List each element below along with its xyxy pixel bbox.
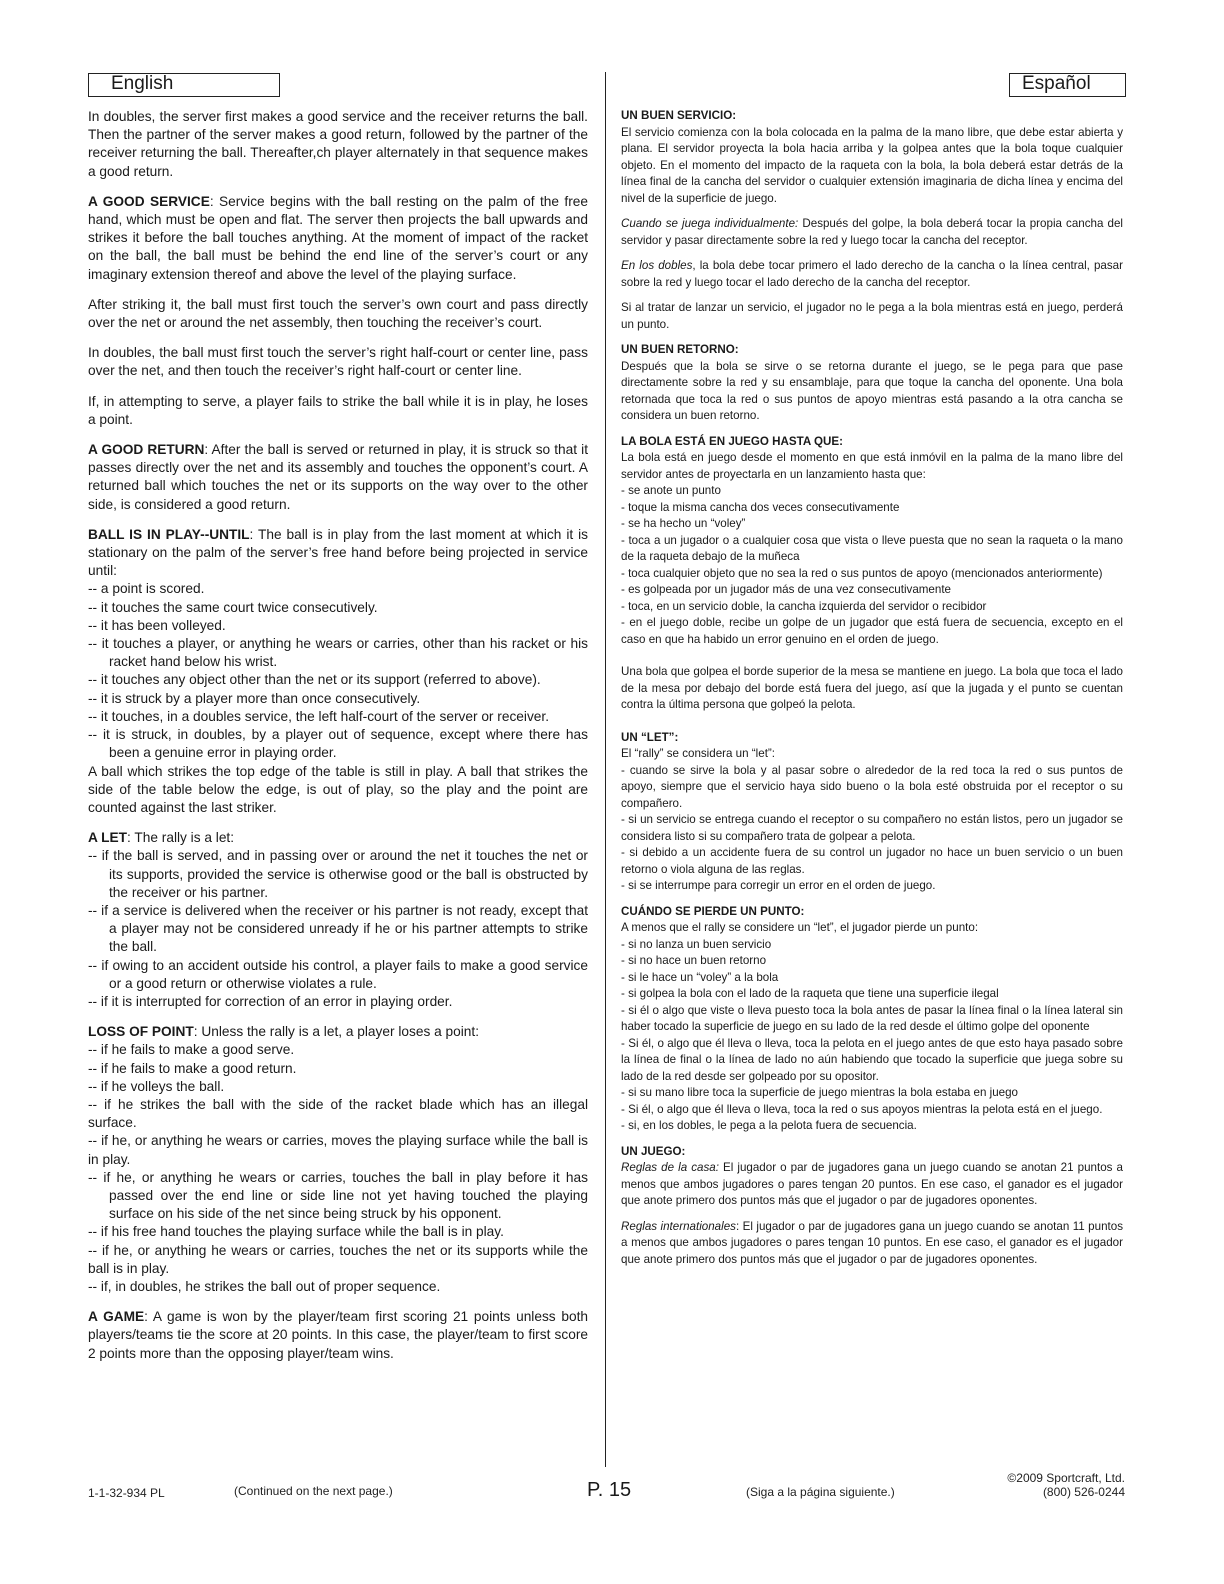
- list-item: -- if a service is delivered when the receiver or his partner is not ready, except that a player may not be considered unready if he or his partner attempts to strike the ball.: [88, 902, 588, 955]
- list-item: - Si él, o algo que él lleva o lleva, toca la red o sus apoyos mientras la pelota está en el juego.: [621, 1102, 1103, 1116]
- let-es-section: [621, 730, 1123, 895]
- ball-in-play-heading: BALL IS IN PLAY--UNTIL: [88, 526, 250, 542]
- english-column: [88, 108, 588, 1375]
- reglas-casa-paragraph: [621, 1160, 1123, 1210]
- list-item: -- if, in doubles, he strikes the ball out of proper sequence.: [88, 1278, 441, 1294]
- buen-retorno-heading: UN BUEN RETORNO:: [621, 343, 739, 356]
- list-item: -- if he, or anything he wears or carries, touches the ball in play before it has passed over the end line or side line not yet having touched the playing surface on his side of the net since being struck by his opponent.: [88, 1169, 588, 1222]
- list-item: - toque la misma cancha dos veces consecutivamente: [621, 500, 900, 514]
- dobles-paragraph: [621, 258, 1123, 291]
- game-paragraph: [88, 1308, 588, 1363]
- ball-in-play-section: [88, 526, 588, 817]
- en-juego-after: Una bola que golpea el borde superior de la mesa se mantiene en juego. La bola que toca el lado de la mesa por debajo del borde está fuera del juego, así que la jugada y el punto se cuentan contra la última persona que golpeó la pelota.: [621, 665, 1123, 711]
- list-item: - se anote un punto: [621, 484, 721, 497]
- pierde-list: [621, 937, 1123, 1135]
- individual-label: Cuando se juega individualmente:: [621, 217, 799, 230]
- phone-number: (800) 526-0244: [1042, 1485, 1125, 1499]
- let-es-intro: El “rally” se considera un “let”:: [621, 747, 775, 760]
- perdera-paragraph: Si al tratar de lanzar un servicio, el jugador no le pega a la bola mientras está en juego, perderá un punto.: [621, 301, 1123, 331]
- dobles-text: , la bola debe tocar primero el lado derecho de la cancha o la línea central, pasar sobre la red y luego tocar el lado derecho de la cancha del receptor.: [621, 259, 1123, 289]
- spanish-label: Español: [1009, 73, 1126, 97]
- list-item: - si no hace un buen retorno: [621, 954, 767, 967]
- let-section: [88, 829, 588, 1011]
- page-number: P. 15: [587, 1479, 632, 1501]
- list-item: -- it touches a player, or anything he wears or carries, other than his racket or his racket hand below his wrist.: [88, 636, 588, 670]
- part-number: 1-1-32-934 PL: [88, 1486, 165, 1500]
- good-return-heading: A GOOD RETURN: [88, 442, 205, 458]
- let-intro: [88, 829, 588, 847]
- buen-servicio-section: [621, 108, 1123, 333]
- loss-intro: [88, 1023, 588, 1041]
- list-item: -- if owing to an accident outside his control, a player fails to make a good service or a good return or otherwise violates a rule.: [88, 957, 588, 991]
- en-juego-intro: La bola está en juego desde el momento en que está inmóvil en la palma de la mano libre del servidor antes de proyectarla en un lanzamiento hasta que:: [621, 451, 1123, 481]
- ball-in-play-intro: [88, 526, 588, 581]
- let-heading: A LET: [88, 830, 128, 846]
- game-heading: A GAME: [88, 1309, 145, 1325]
- en-juego-list: [621, 483, 1123, 648]
- juego-section: [621, 1144, 1123, 1269]
- list-item: -- if he fails to make a good serve.: [88, 1042, 295, 1058]
- individual-paragraph: [621, 216, 1123, 249]
- good-service-paragraph-4: If, in attempting to serve, a player fails to strike the ball while it is in play, he loses a point.: [88, 393, 588, 427]
- good-service-paragraph-3: In doubles, the ball must first touch the server’s right half-court or center line, pass over the net, and then touch the receiver’s right half-court or center line.: [88, 345, 588, 379]
- english-label: English: [88, 73, 280, 97]
- game-text: : A game is won by the player/team first scoring 21 points unless both players/teams tie the score at 20 points. In this case, the player/team to first score 2 points more than the opposing player/team wins.: [88, 1309, 588, 1361]
- buen-retorno-section: [621, 342, 1123, 425]
- reglas-internacionales-label: Reglas internationales: [621, 1219, 736, 1233]
- juego-heading: UN JUEGO:: [621, 1144, 686, 1158]
- buen-retorno-paragraph: Después que la bola se sirve o se retorna durante el juego, se le pega para que pase directamente sobre la red y su ensamblaje, para que toque la cancha del oponente. Una bola retornada que toca la red o sus puntos de apoyo mientras está pasando a la otra cancha se considera un buen retorno.: [621, 359, 1123, 422]
- list-item: -- if he, or anything he wears or carries, touches the net or its supports while the ball is in play.: [88, 1242, 588, 1276]
- en-juego-heading: LA BOLA ESTÁ EN JUEGO HASTA QUE:: [621, 434, 844, 448]
- list-item: -- it is struck by a player more than once consecutively.: [88, 690, 421, 706]
- list-item: -- if it is interrupted for correction of an error in playing order.: [88, 993, 453, 1009]
- list-item: -- if he strikes the ball with the side of the racket blade which has an illegal surface.: [88, 1096, 588, 1131]
- list-item: - si se interrumpe para corregir un error en el orden de juego.: [621, 879, 936, 892]
- list-item: -- if he, or anything he wears or carries, moves the playing surface while the ball is in play.: [88, 1133, 588, 1167]
- individual-text: Después del golpe, la bola deberá tocar la propia cancha del servidor y pasar directamente sobre la red y luego tocar la cancha del receptor.: [621, 217, 1123, 247]
- list-item: -- it touches the same court twice consecutively.: [88, 599, 378, 615]
- dobles-label: En los dobles: [621, 259, 693, 272]
- list-item: -- it touches any object other than the net or its support (referred to above).: [88, 672, 541, 688]
- reglas-internacionales-text: : El jugador o par de jugadores gana un juego cuando se anotan 11 puntos a menos que ambos jugadores o pares tengan 10 puntos. En ese caso, el ganador es el jugador que anote primero dos puntos más que el jugador o par de jugadores oponentes.: [621, 1219, 1123, 1266]
- list-item: -- if he fails to make a good return.: [88, 1060, 297, 1076]
- let-es-list: [621, 763, 1123, 895]
- reglas-internacionales-paragraph: [621, 1219, 1123, 1269]
- pierde-heading: CUÁNDO SE PIERDE UN PUNTO:: [621, 904, 805, 918]
- loss-heading: LOSS OF POINT: [88, 1024, 194, 1040]
- list-item: - se ha hecho un “voley”: [621, 517, 746, 530]
- list-item: - es golpeada por un jugador más de una vez consecutivamente: [621, 583, 951, 596]
- list-item: - si, en los dobles, le pega a la pelota fuera de secuencia.: [621, 1119, 917, 1132]
- let-es-heading: UN “LET”:: [621, 730, 679, 744]
- list-item: - si no lanza un buen servicio: [621, 937, 772, 951]
- en-juego-section: [621, 434, 1123, 649]
- list-item: - toca a un jugador o a cualquier cosa que vista o lleve puesta que no sean la raqueta o la mano de la raqueta debajo de la muñeca: [621, 533, 1123, 563]
- good-service-heading: A GOOD SERVICE: [88, 193, 210, 209]
- list-item: - si debido a un accidente fuera de su control un jugador no hace un buen servicio o un buen retorno o viola alguna de las reglas.: [621, 846, 1123, 876]
- pierde-section: [621, 904, 1123, 1135]
- list-item: - toca cualquier objeto que no sea la red o sus puntos de apoyo (mencionados anteriormente): [621, 566, 1103, 580]
- siga-note: (Siga a la página siguiente.): [746, 1485, 895, 1499]
- reglas-casa-label: Reglas de la casa:: [621, 1161, 719, 1174]
- list-item: -- if his free hand touches the playing surface while the ball is in play.: [88, 1224, 504, 1240]
- list-item: - si golpea la bola con el lado de la raqueta que tiene una superficie ilegal: [621, 987, 999, 1000]
- buen-servicio-heading: UN BUEN SERVICIO:: [621, 109, 737, 122]
- list-item: -- if the ball is served, and in passing over or around the net it touches the net or its supports, provided the service is otherwise good or the ball is obstructed by the receiver or his partner.: [88, 848, 588, 900]
- list-item: - Si él, o algo que él lleva o lleva, toca la pelota en el juego antes de que esto haya pasado sobre la línea de final o la línea de lado no aún habiendo que tocado la superficie que juega sobre su lado de la red desde ser golpeado por su opositor.: [621, 1036, 1123, 1083]
- list-item: -- it is struck, in doubles, by a player out of sequence, except where there has been a genuine error in playing order.: [88, 727, 588, 761]
- loss-of-point-section: [88, 1023, 588, 1296]
- ball-in-play-text: : The ball is in play from the last moment at which it is stationary on the palm of the server’s free hand before being projected in service until:: [88, 526, 588, 579]
- intro-paragraph: In doubles, the server first makes a good service and the receiver returns the ball. Then the partner of the server makes a good return, followed by the partner of the receiver returning the ball. Thereafter,ch player alternately in that sequence makes a good return.: [88, 109, 588, 179]
- let-text: : The rally is a let:: [127, 830, 235, 846]
- good-service-paragraph-2: After striking it, the ball must first touch the server’s own court and pass directly over the net or around the net assembly, then touching the receiver’s court.: [88, 296, 588, 331]
- reglas-casa-text: El jugador o par de jugadores gana un juego cuando se anotan 21 puntos a menos que ambos jugadores o pares tengan 20 puntos. En ese caso, el ganador es el jugador que anote primero dos puntos más que el jugador o par de jugadores oponentes.: [621, 1161, 1123, 1207]
- ball-in-play-list: [88, 580, 588, 762]
- spanish-column: [621, 108, 1123, 1277]
- good-return-text: : After the ball is served or returned in play, it is struck so that it passes directly over the net and its assembly and touches the opponent’s court. A returned ball which touches the net or its supports on the way over to the other side, is considered a good return.: [88, 442, 588, 512]
- ball-in-play-after: A ball which strikes the top edge of the table is still in play. A ball that strikes the side of the table below the edge, is out of play, so the play and the point are counted against the last striker.: [88, 763, 588, 815]
- continued-note: (Continued on the next page.): [234, 1484, 393, 1498]
- list-item: - toca, en un servicio doble, la cancha izquierda del servidor o recibidor: [621, 599, 987, 613]
- list-item: - si le hace un “voley” a la bola: [621, 970, 779, 984]
- list-item: -- it has been volleyed.: [88, 617, 226, 633]
- list-item: - si un servicio se entrega cuando el receptor o su compañero no están listos, pero un jugador se considera listo si su compañero trata de golpear a pelota.: [621, 813, 1123, 843]
- column-divider: [605, 72, 606, 1467]
- list-item: -- a point is scored.: [88, 581, 205, 597]
- buen-servicio-paragraph: El servicio comienza con la bola colocada en la palma de la mano libre, que debe estar abierta y plana. El servidor proyecta la bola hacia arriba y la golpea antes que la bola toque cualquier objeto. En el momento del impacto de la raqueta con la bola, la bola deberá estar detrás de la línea final de la cancha del servidor o cualquier extensión imaginaria de dicha línea y encima del nivel de la superficie de juego.: [621, 125, 1123, 205]
- pierde-intro: A menos que el rally se considere un “let”, el jugador pierde un punto:: [621, 921, 979, 934]
- list-item: -- if he volleys the ball.: [88, 1078, 225, 1094]
- list-item: - en el juego doble, recibe un golpe de un jugador que está fuera de secuencia, excepto en el caso en que ha habido un error genuino en el orden de juego.: [621, 616, 1123, 646]
- let-list: [88, 847, 588, 1011]
- list-item: -- it touches, in a doubles service, the left half-court of the server or receiver.: [88, 708, 550, 724]
- list-item: - si él o algo que viste o lleva puesto toca la bola antes de pasar la línea final o la línea lateral sin haber tocado la superficie de juego en su lado de la red desde el último golpe del oponente: [621, 1003, 1123, 1033]
- list-item: - cuando se sirve la bola y al pasar sobre o alrededor de la red toca la red o sus puntos de apoyo, siempre que el servicio haya sido bueno o la bola esté obstruida por el receptor o su compañero.: [621, 763, 1123, 810]
- loss-text: : Unless the rally is a let, a player loses a point:: [193, 1024, 480, 1040]
- copyright: ©2009 Sportcraft, Ltd.: [1007, 1471, 1125, 1485]
- loss-list: [88, 1041, 588, 1296]
- good-service-text: : Service begins with the ball resting on the palm of the free hand, which must be open and flat. The server then projects the ball upwards and strikes it before the ball touches anything. At the moment of impact of the racket on the ball, the ball must be behind the end line of the server’s court or any imaginary extension thereof and above the level of the playing surface.: [88, 193, 588, 282]
- good-service-paragraph: [88, 193, 588, 284]
- list-item: - si su mano libre toca la superficie de juego mientras la bola estaba en juego: [621, 1086, 1018, 1099]
- good-return-paragraph: [88, 441, 588, 514]
